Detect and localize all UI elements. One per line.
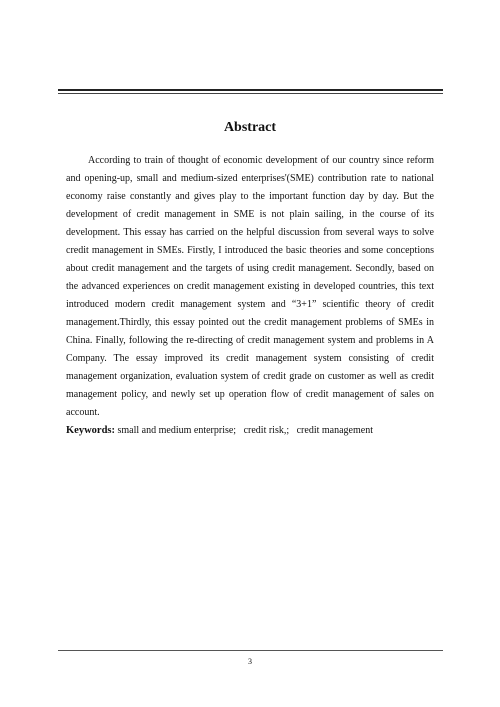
header-rule-thin xyxy=(58,93,443,94)
header-rule-thick xyxy=(58,89,443,91)
keywords-list: small and medium enterprise; credit risk,; credit management xyxy=(117,425,373,436)
page-title: Abstract xyxy=(223,120,277,135)
page-number: 3 xyxy=(248,657,252,666)
abstract-paragraph: According to train of thought of economic development of our country since reform and opening-up, small and medium-sized enterprises'(SME) contribution rate to national economy raise constantly and gives play to the important function day by day. But the development of credit management in SME is not plain sailing, in the course of its development. This essay has carried on the helpful discussion from several ways to solve credit management in SMEs. Firstly, I introduced the basic theories and some conceptions about credit management and the targets of using credit management. Secondly, based on the advanced experiences on credit management existing in developed countries, this text introduced modern credit management system and “3+1” scientific theory of credit management.Thirdly, this essay pointed out the credit management problems of SMEs in China. Finally, following the re-directing of credit management system and problems in A Company. The essay improved its credit management system consisting of credit management organization, evaluation system of credit grade on customer as well as credit management policy, and newly set up operation flow of credit management of sales on account. xyxy=(66,155,434,418)
footer-rule xyxy=(58,650,443,651)
keywords-line xyxy=(66,422,436,440)
keywords-label: Keywords: xyxy=(66,425,115,436)
